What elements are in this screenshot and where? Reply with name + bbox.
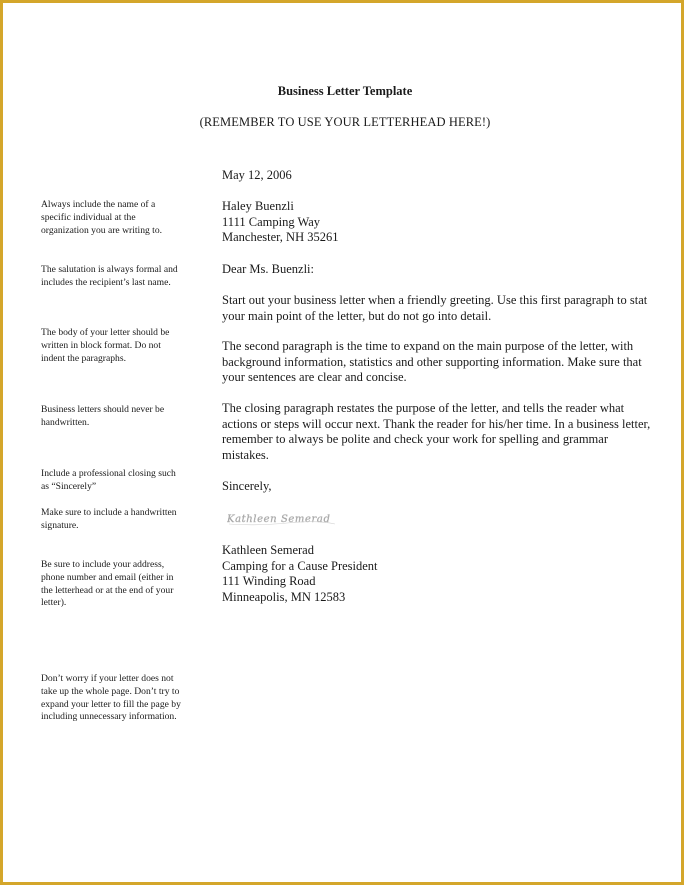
recipient-address [222,199,652,246]
note-no-handwriting: Business letters should never be handwritten. [41,404,165,428]
note-signature: Make sure to include a handwritten signature. [41,507,177,531]
note-page-length: Don’t worry if your letter does not take up the whole page. Don’t try to expand your letter to fill the page by including unnecessary information. [41,673,181,723]
recipient-city: Manchester, NH 35261 [222,230,339,245]
paragraph-3: The closing paragraph restates the purpose of the letter, and tells the reader what actions or steps will occur next. Thank the reader for his/her time. In a business letter, remember to always be polite and check your work for spelling and grammar mistakes. [222,401,651,463]
salutation: Dear Ms. Buenzli: [222,262,314,276]
note-body-format: The body of your letter should be written in block format. Do not indent the paragraphs. [41,327,170,364]
sender-street: 111 Winding Road [222,574,316,589]
handwritten-signature [227,511,337,527]
note-salutation: The salutation is always formal and includes the recipient’s last name. [41,264,178,288]
note-recipient-name: Always include the name of a specific individual at the organization you are writing to. [41,199,163,236]
letter-date: May 12, 2006 [222,168,292,182]
recipient-name: Haley Buenzli [222,199,294,213]
paragraph-2: The second paragraph is the time to expand on the main purpose of the letter, with background information, statistics and other supporting information. Make sure that your sentences are clear and concise. [222,339,642,385]
sender-block [222,543,652,606]
document-subtitle: (REMEMBER TO USE YOUR LETTERHEAD HERE!) [199,115,491,129]
document-title: Business Letter Template [277,84,413,98]
paragraph-1: Start out your business letter when a friendly greeting. Use this first paragraph to stat your main point of the letter, but do not go into detail. [222,293,648,323]
note-closing: Include a professional closing such as “Sincerely” [41,468,176,492]
sender-company: Camping for a Cause President [222,558,378,573]
closing: Sincerely, [222,479,272,493]
sender-name: Kathleen Semerad [222,543,314,557]
signature-script: Kathleen Semerad [227,514,331,525]
sender-city: Minneapolis, MN 12583 [222,590,346,605]
note-contact-info: Be sure to include your address, phone number and email (either in the letterhead or at the end of your letter). [41,559,174,609]
recipient-street: 1111 Camping Way [222,214,321,229]
